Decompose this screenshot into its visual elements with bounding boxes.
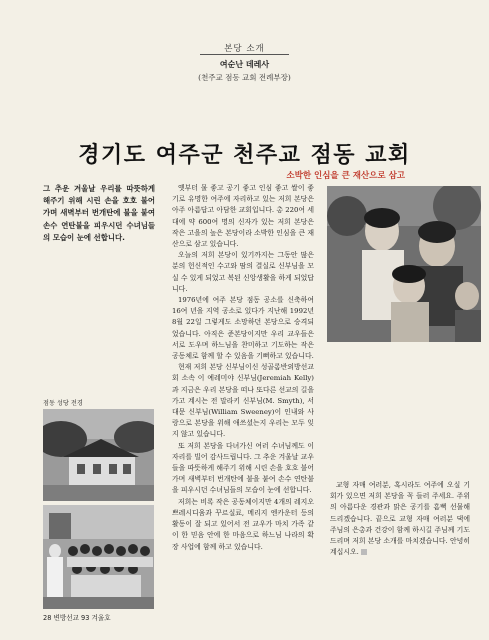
group-photo: [43, 505, 154, 609]
end-mark: [361, 549, 367, 555]
group-photo-image: [43, 505, 154, 609]
page-folio: 28 변방선교 93 겨울호: [43, 614, 111, 622]
church-photo-image: [43, 409, 154, 501]
photo-caption: 점동 성당 전경: [43, 400, 83, 407]
body-paragraph: 옛부터 물 좋고 공기 좋고 인심 좋고 쌀이 좋기로 유명한 여주에 자리하고 있는 저희 본당은 아주 아름답고 아담한 교회입니다. 총 220여 세대에 약 600여 명의 신자가 있는 저희 본당은 작은 고을의 높은 본당이라 소박한 인심을 큰 재산으로 삼고 있습니다.: [172, 184, 314, 249]
children-photo: [327, 186, 481, 342]
body-paragraph: 저희는 비록 작은 공동체이지만 4개의 레지오 쁘레시디움과 꾸르실료, 메리지 엔카운터 등의 활동이 잘 되고 있어서 전 교우가 마치 가족 같이 한 믿음 안에 한 마음으로 하느님 나라의 확장 사업에 함께 하고 있습니다.: [172, 497, 314, 551]
children-photo-image: [327, 186, 481, 342]
body-paragraph: 현재 저희 본당 신부님이신 성골롬반외방선교회 소속 이 예레미야 신부님(Jeremiah Kelly)과 지금은 우리 본당을 떠나 또다른 선교의 길을 가고 계시는 전 말라키 신부님(M. Smyth), 서대문 신부님(William Sweeney)이 인내와 사랑으로 본당을 위해 애쓰셨는지 우리는 모두 잊지 않고 있습니다.: [172, 363, 314, 439]
section-tag: 본당 소개: [224, 44, 265, 54]
author-role: (천주교 점동 교회 전례부장): [198, 73, 291, 82]
closing-column: [330, 480, 470, 558]
section-rule: [200, 54, 289, 55]
author-name: 여순난 데레사: [219, 60, 270, 69]
intro-blurb: 그 추운 겨울날 우리를 따뜻하게 해주기 위해 시린 손을 호호 불어 가며 새벽부터 번개탄에 불을 붙여 손수 연탄불을 피우시던 수녀님들의 모습이 눈에 선합니다.: [43, 184, 155, 242]
body-column: [172, 183, 314, 553]
church-photo: [43, 409, 154, 501]
article-subtitle: 소박한 인심을 큰 재산으로 삼고: [286, 171, 405, 181]
body-paragraph: 오늘의 저희 본당이 있기까지는 그동안 많은 분의 헌신적인 수고와 땀의 결실로 신부님을 모실 수 있게 되었고 복된 신앙생활을 하게 되었답니다.: [172, 251, 314, 293]
body-paragraph: 1976년에 여주 본당 점동 공소를 신축하여 16여 년을 지역 공소로 있다가 지난해 1992년 8월 22일 그렇게도 소망하던 본당으로 승격되었습니다. 아직은 준본당이지만 우리 교우들은 서로 도우며 하느님을 찬미하고 기도하는 작은 공동체로 함께 할 수 있음을 기뻐하고 있습니다.: [172, 296, 314, 361]
closing-paragraph: 교형 자매 여러분, 혹시라도 여주에 오실 기회가 있으면 저희 본당을 꼭 들러 주세요. 주위의 아름다운 경관과 맑은 공기를 흠뻑 선물해 드리겠습니다. 끝으로 교형 자매 여러분 댁에 주님의 은총과 건강이 함께 하시길 주님께 기도드리며 저희 본당 소개를 마치겠습니다. 안녕히 계십시오.: [330, 481, 470, 557]
article-title: 경기도 여주군 천주교 점동 교회: [78, 142, 411, 168]
body-paragraph: 또 저희 본당을 다녀가신 여러 수녀님께도 이 자리를 빌어 감사드립니다. 그 추운 겨울날 교우들을 따뜻하게 해주기 위해 시린 손을 호호 불어가며 새벽부터 번개탄에 불을 붙여 손수 연탄불을 피우시던 수녀님들의 모습이 눈에 선합니다.: [172, 441, 314, 495]
